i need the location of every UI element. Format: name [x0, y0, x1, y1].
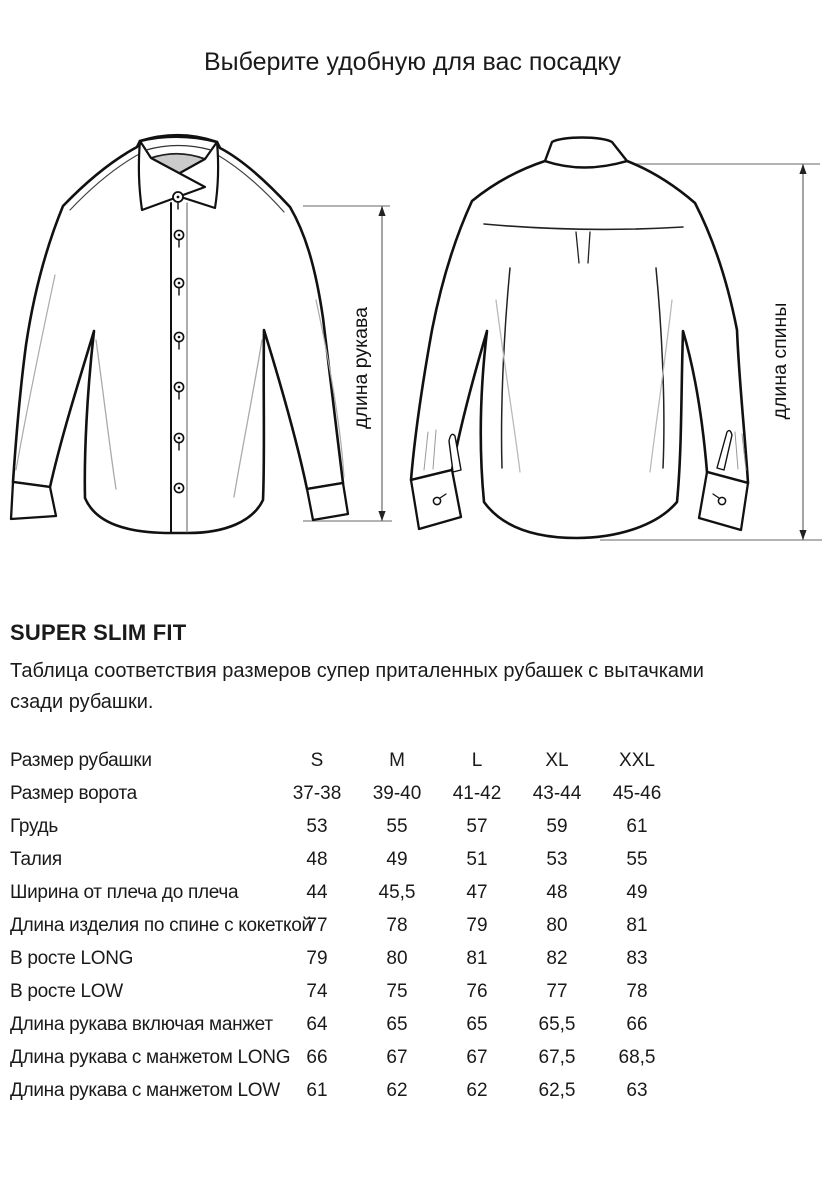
- cell-value: 51: [466, 849, 488, 870]
- cell-value: 68,5: [618, 1047, 656, 1068]
- cell-value: 80: [546, 915, 568, 936]
- cell-value: 45-46: [612, 783, 662, 804]
- cell-value: 74: [306, 981, 328, 1002]
- arrow-up-icon: [799, 164, 806, 174]
- cell-value: 48: [306, 849, 328, 870]
- size-column-header: XL: [545, 750, 569, 771]
- row-label: Длина рукава с манжетом LOW: [10, 1080, 280, 1101]
- cell-value: 62: [466, 1080, 488, 1101]
- back-length-label: длина спины: [769, 302, 791, 420]
- cell-value: 83: [626, 948, 648, 969]
- cell-value: 67: [386, 1047, 408, 1068]
- size-column-header: S: [310, 750, 324, 771]
- arrow-down-icon: [378, 511, 385, 521]
- cell-value: 61: [306, 1080, 328, 1101]
- cell-value: 81: [626, 915, 648, 936]
- cell-value: 81: [466, 948, 488, 969]
- row-label: Длина изделия по спине с кокеткой: [10, 915, 312, 936]
- row-label: Грудь: [10, 816, 58, 837]
- cell-value: 61: [626, 816, 648, 837]
- cell-value: 44: [306, 882, 328, 903]
- cell-value: 63: [626, 1080, 648, 1101]
- cell-value: 65,5: [538, 1014, 576, 1035]
- cell-value: 55: [626, 849, 648, 870]
- row-label: В росте LONG: [10, 948, 134, 969]
- row-label: Длина рукава с манжетом LONG: [10, 1047, 291, 1068]
- cell-value: 45,5: [378, 882, 416, 903]
- cell-value: 65: [386, 1014, 408, 1035]
- cell-value: 79: [466, 915, 488, 936]
- cell-value: 67,5: [538, 1047, 576, 1068]
- cell-value: 62: [386, 1080, 408, 1101]
- cell-value: 66: [306, 1047, 328, 1068]
- row-label: Длина рукава включая манжет: [10, 1014, 273, 1035]
- fit-description: [10, 656, 704, 718]
- description-line: Таблица соответствия размеров супер приталенных рубашек с вытачками: [10, 660, 704, 682]
- cell-value: 62,5: [538, 1080, 576, 1101]
- cell-value: 49: [386, 849, 408, 870]
- cell-value: 76: [466, 981, 488, 1002]
- row-label: В росте LOW: [10, 981, 123, 1002]
- cell-value: 49: [626, 882, 648, 903]
- cell-value: 78: [626, 981, 648, 1002]
- front-left-cuff: [11, 482, 56, 519]
- cell-value: 65: [466, 1014, 488, 1035]
- size-column-header: L: [471, 750, 483, 771]
- arrow-up-icon: [378, 206, 385, 216]
- row-label: Талия: [10, 849, 62, 870]
- cell-value: 55: [386, 816, 408, 837]
- size-column-header: M: [389, 750, 405, 771]
- size-column-header: XXL: [619, 750, 655, 771]
- row-label: Размер рубашки: [10, 750, 152, 771]
- cell-value: 47: [466, 882, 488, 903]
- cell-value: 53: [306, 816, 328, 837]
- cell-value: 67: [466, 1047, 488, 1068]
- cell-value: 43-44: [532, 783, 582, 804]
- cell-value: 79: [306, 948, 328, 969]
- row-label: Размер ворота: [10, 783, 137, 804]
- cell-value: 57: [466, 816, 488, 837]
- back-collar: [545, 138, 627, 168]
- description-line: сзади рубашки.: [10, 691, 154, 713]
- cell-value: 82: [546, 948, 568, 969]
- cell-value: 64: [306, 1014, 328, 1035]
- cell-value: 41-42: [452, 783, 502, 804]
- row-label: Ширина от плеча до плеча: [10, 882, 239, 903]
- sleeve-length-label: длина рукава: [350, 307, 372, 429]
- cell-value: 37-38: [292, 783, 342, 804]
- shirt-front-drawing: [11, 135, 348, 533]
- cell-value: 53: [546, 849, 568, 870]
- cell-value: 77: [546, 981, 568, 1002]
- cell-value: 59: [546, 816, 568, 837]
- page-title: Выберите удобную для вас посадку: [203, 48, 622, 76]
- cell-value: 80: [386, 948, 408, 969]
- cell-value: 78: [386, 915, 408, 936]
- fit-heading: SUPER SLIM FIT: [10, 620, 187, 645]
- size-table: [10, 744, 677, 1107]
- cell-value: 48: [546, 882, 568, 903]
- cell-value: 75: [386, 981, 408, 1002]
- front-right-cuff: [307, 483, 348, 520]
- cell-value: 66: [626, 1014, 648, 1035]
- cell-value: 39-40: [372, 783, 422, 804]
- arrow-down-icon: [799, 530, 806, 540]
- cell-value: 77: [306, 915, 328, 936]
- shirt-back-drawing: [411, 138, 748, 539]
